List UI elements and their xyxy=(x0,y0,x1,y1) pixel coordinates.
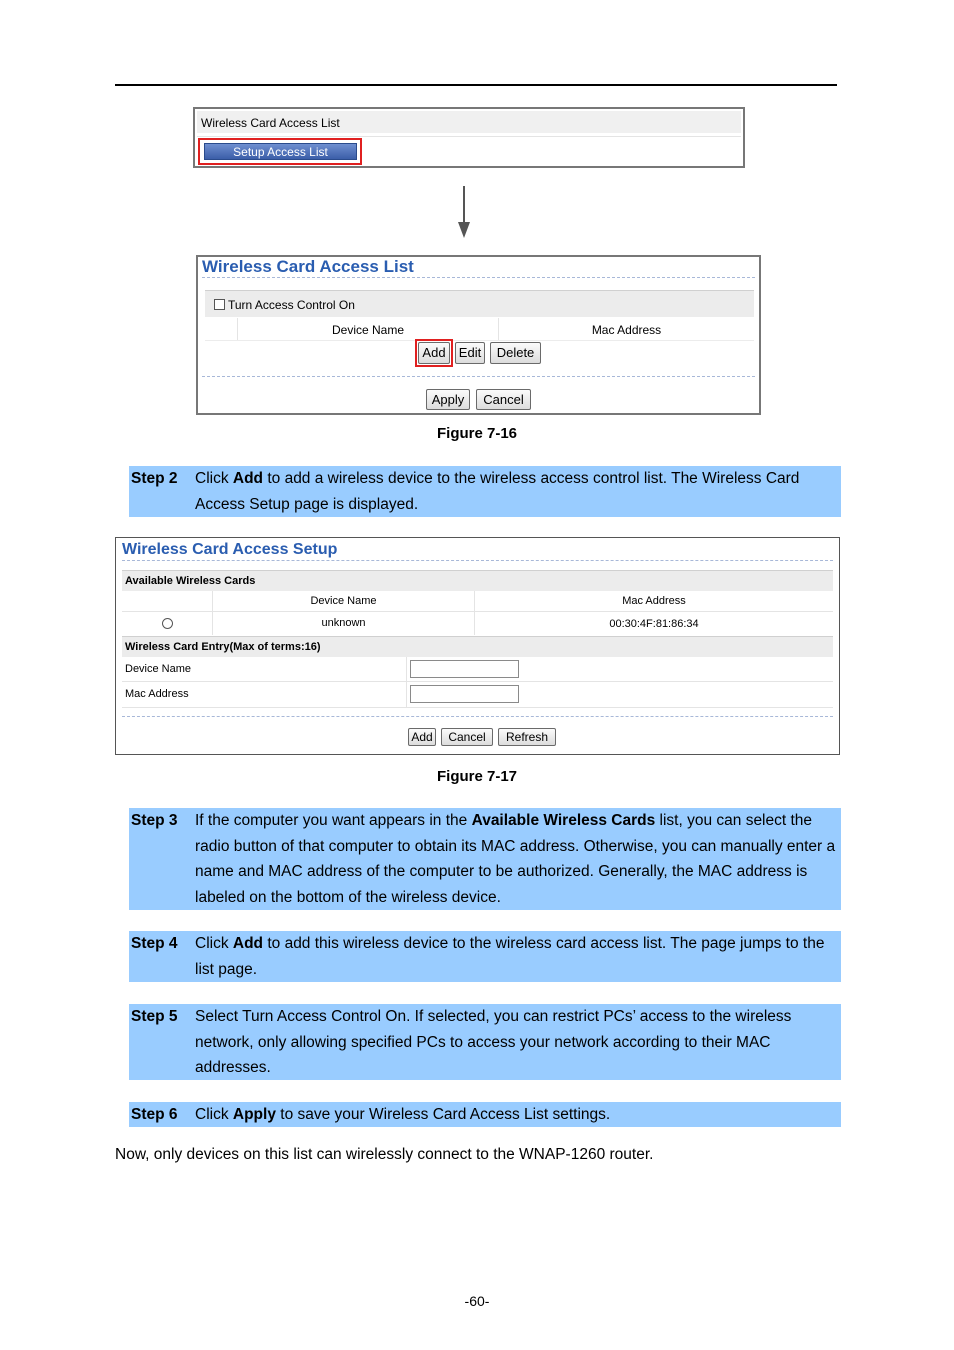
closing-paragraph: Now, only devices on this list can wirelessly connect to the WNAP-1260 router. xyxy=(115,1146,654,1163)
step-box xyxy=(129,808,841,910)
step-text: Click Add to add a wireless device to the wireless access control list. The Wireless Card Access Setup page is displayed. xyxy=(195,470,800,513)
step-text: If the computer you want appears in the Available Wireless Cards list, you can select the radio button of that computer to obtain its MAC address. Otherwise, you can manually enter a name and MAC address of the computer to be authorized. Generally, the MAC address is labeled on the bottom of the wireless device. xyxy=(195,812,836,906)
mac-address-input[interactable] xyxy=(410,685,519,703)
column-device-name: Device Name xyxy=(331,323,405,337)
column-mac-address: Mac Address xyxy=(622,595,686,607)
device-name-cell: unknown xyxy=(321,617,366,629)
column-mac-address: Mac Address xyxy=(591,323,662,337)
apply-button[interactable]: Apply xyxy=(426,389,470,410)
device-name-label: Device Name xyxy=(125,663,192,675)
divider xyxy=(202,277,755,278)
figure-caption: Figure 7-17 xyxy=(436,768,518,785)
cancel-button[interactable]: Cancel xyxy=(441,728,493,746)
available-header: Available Wireless Cards xyxy=(125,575,256,587)
delete-button[interactable]: Delete xyxy=(490,342,541,364)
column-header-row xyxy=(122,591,833,612)
page-number: -60- xyxy=(464,1293,490,1309)
access-list-panel xyxy=(196,255,761,415)
mac-address-row xyxy=(122,682,833,708)
figure-caption: Figure 7-16 xyxy=(436,425,518,442)
device-name-input[interactable] xyxy=(410,660,519,678)
highlight-box xyxy=(198,138,362,165)
mac-address-label: Mac Address xyxy=(125,688,189,700)
checkbox-label: Turn Access Control On xyxy=(228,298,355,312)
entry-header: Wireless Card Entry(Max of terms:16) xyxy=(125,641,321,653)
panel-title: Wireless Card Access Setup xyxy=(122,541,338,558)
mac-address-cell: 00:30:4F:81:86:34 xyxy=(609,618,699,630)
entry-header-row xyxy=(122,636,833,657)
device-radio-button[interactable] xyxy=(162,618,173,629)
setup-access-list-button[interactable]: Setup Access List xyxy=(204,143,357,160)
header-rule xyxy=(115,84,837,86)
access-setup-panel xyxy=(115,537,840,755)
table-row xyxy=(122,612,833,635)
step-box xyxy=(129,1102,841,1127)
available-header-row xyxy=(122,570,833,591)
divider xyxy=(122,560,833,561)
step-text: Click Apply to save your Wireless Card Access List settings. xyxy=(195,1106,611,1123)
access-control-checkbox[interactable] xyxy=(214,299,225,310)
step-label: Step 2 xyxy=(131,470,178,487)
device-name-row xyxy=(122,657,833,682)
column-header-row xyxy=(205,318,754,341)
step-label: Step 4 xyxy=(131,935,178,952)
step-text: Click Add to add this wireless device to the wireless card access list. The page jumps to the list page. xyxy=(195,935,825,978)
step-text: Select Turn Access Control On. If selected, you can restrict PCs’ access to the wireless network, only allowing specified PCs to access your network according to their MAC addresses. xyxy=(195,1008,792,1076)
checkbox-row xyxy=(205,290,754,317)
panel-header: Wireless Card Access List xyxy=(197,111,741,133)
access-list-panel-small xyxy=(193,107,745,168)
step-label: Step 5 xyxy=(131,1008,178,1025)
add-button[interactable]: Add xyxy=(418,342,450,364)
step-label: Step 6 xyxy=(131,1106,178,1123)
divider xyxy=(202,376,755,377)
down-arrow-icon xyxy=(457,186,471,238)
column-device-name: Device Name xyxy=(310,595,377,607)
step-box xyxy=(129,931,841,982)
cancel-button[interactable]: Cancel xyxy=(476,389,531,410)
divider xyxy=(122,716,833,717)
add-button[interactable]: Add xyxy=(408,728,436,746)
step-label: Step 3 xyxy=(131,812,178,829)
panel-title: Wireless Card Access List xyxy=(202,257,414,276)
refresh-button[interactable]: Refresh xyxy=(498,728,556,746)
edit-button[interactable]: Edit xyxy=(455,342,485,364)
step-box xyxy=(129,466,841,517)
step-box xyxy=(129,1004,841,1080)
